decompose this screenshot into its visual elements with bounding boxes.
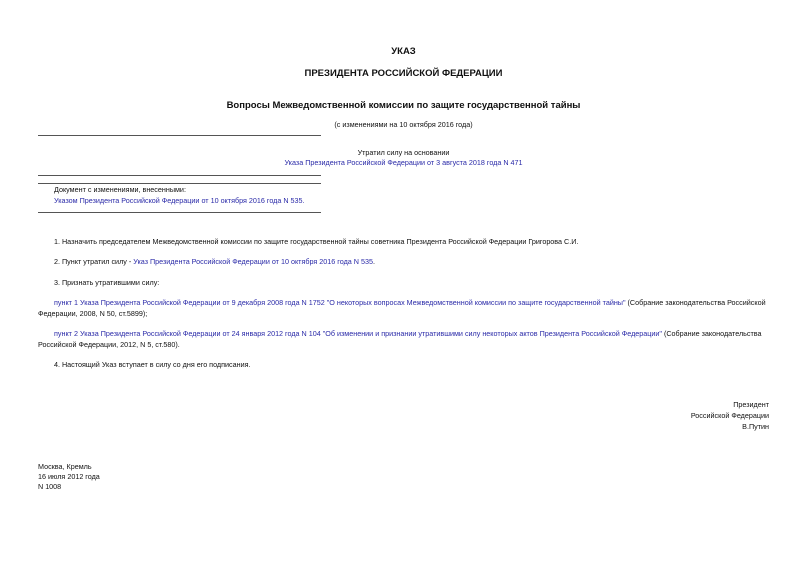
amendments-label: Документ с изменениями, внесенными: [54, 185, 186, 194]
paragraph-4: 4. Настоящий Указ вступает в силу со дня его подписания. [54, 360, 251, 369]
divider [38, 175, 321, 176]
paragraph-2-prefix: 2. Пункт утратил силу - [54, 257, 134, 266]
issuer: ПРЕЗИДЕНТА РОССИЙСКОЙ ФЕДЕРАЦИИ [304, 68, 503, 79]
paragraph-2-link[interactable]: Указ Президента Российской Федерации от 10 октября 2016 года N 535 [133, 257, 373, 266]
repealed-item-1-link[interactable]: пункт 1 Указа Президента Российской Федерации от 9 декабря 2008 года N 1752 "О некоторых вопросах Межведомственной комиссии по защите государственной тайны" [54, 298, 626, 307]
amendments-note: (с изменениями на 10 октября 2016 года) [334, 120, 473, 129]
signing-place: Москва, Кремль [38, 462, 92, 471]
signing-date: 16 июля 2012 года [38, 472, 100, 481]
paragraph-2 [38, 256, 769, 267]
decree-number: N 1008 [38, 482, 62, 491]
repealed-item-2-link[interactable]: пункт 2 Указа Президента Российской Федерации от 24 января 2012 года N 104 "Об изменении и признании утратившими силу некоторых актов Президента Российской Федерации" [54, 329, 662, 338]
divider [38, 135, 321, 136]
repealed-item-1 [38, 297, 769, 319]
signature-country: Российской Федерации [690, 411, 769, 420]
paragraph-1: 1. Назначить председателем Межведомственной комиссии по защите государственной тайны советника Президента Российской Федерации Григорова С.И. [54, 237, 579, 246]
paragraph-3: 3. Признать утратившими силу: [54, 278, 160, 287]
decree-type: УКАЗ [391, 46, 416, 57]
signature-title: Президент [733, 400, 769, 409]
amendments-link[interactable]: Указом Президента Российской Федерации от 10 октября 2016 года N 535. [54, 196, 305, 205]
divider [38, 212, 321, 213]
lost-force-link[interactable]: Указа Президента Российской Федерации от 3 августа 2018 года N 471 [284, 158, 523, 167]
repealed-item-2-source: (Собрание законодательства Российской Федерации, 2012, N 5, ст.580). [38, 329, 762, 349]
lost-force-label: Утратил силу на основании [357, 148, 450, 157]
signature-name: В.Путин [742, 422, 769, 431]
repealed-item-1-source: (Собрание законодательства Российской Федерации, 2008, N 50, ст.5899); [38, 298, 766, 318]
divider [38, 183, 321, 184]
page-title: Вопросы Межведомственной комиссии по защите государственной тайны [226, 100, 581, 111]
repealed-item-2 [38, 328, 769, 350]
paragraph-2-suffix: . [372, 257, 375, 266]
